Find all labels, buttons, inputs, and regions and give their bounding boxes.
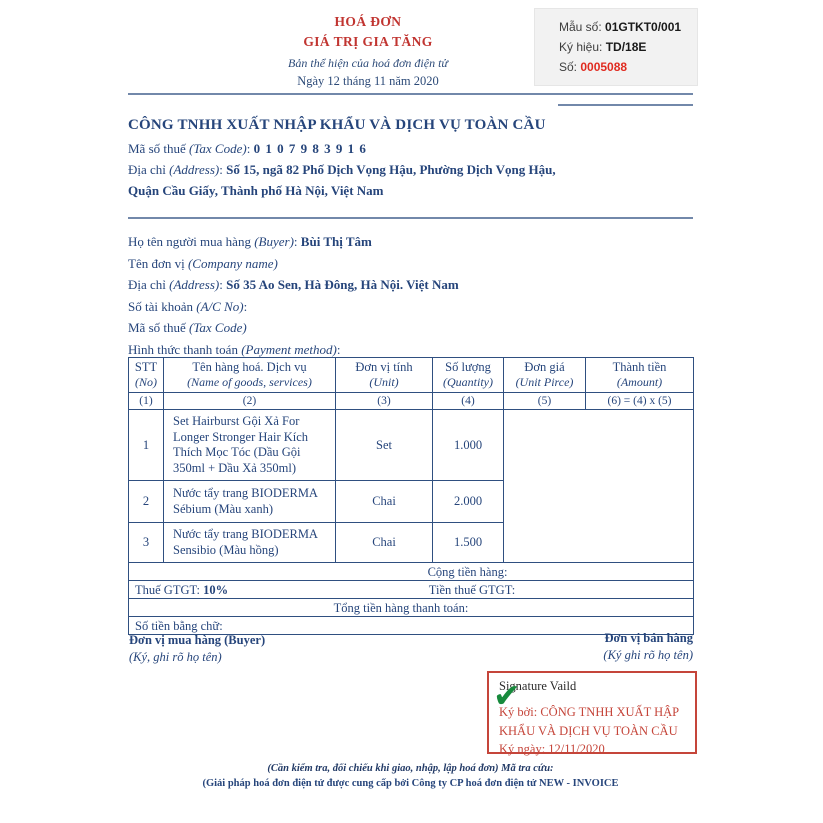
buyer-account-line	[128, 296, 693, 318]
item-qty: 1.000	[433, 410, 504, 481]
signature-valid-text: Signature Vaild	[499, 679, 577, 693]
code-4: (4)	[433, 393, 504, 410]
buyer-name-value: Bùi Thị Tâm	[300, 234, 372, 249]
buyer-signature-block	[129, 632, 265, 666]
item-unit: Chai	[336, 523, 433, 563]
grand-total-label: Tổng tiền hàng thanh toán:	[333, 600, 469, 615]
code-1: (1)	[129, 393, 164, 410]
buyer-account-colon: :	[243, 298, 248, 314]
digital-signature-stamp	[487, 671, 697, 754]
subtotal-row	[129, 563, 694, 581]
invoice-title-line1: HOÁ ĐƠN	[334, 14, 402, 29]
seller-address-label: Địa chỉ	[128, 162, 166, 177]
signed-by-line2: KHẨU VÀ DỊCH VỤ TOÀN CẦU	[499, 723, 678, 738]
seller-tax-line: Mã số thuế (Tax Code): 0 1 0 7 9 8 3 9 1 6	[128, 141, 367, 156]
seller-signature-block	[420, 630, 693, 664]
meta-number-label: Số:	[559, 60, 578, 74]
footer-check-note: (Cần kiểm tra, đối chiếu khi giao, nhập, lập hoá đơn) Mã tra cứu:	[267, 763, 554, 774]
col-header-name: Tên hàng hoá. Dịch vụ (Name of goods, services)	[164, 358, 336, 393]
col-header-amount: Thành tiền (Amount)	[586, 358, 694, 393]
signature-valid-check-icon: ✔	[493, 676, 521, 715]
vat-rate: Thuế GTGT: 10%	[135, 583, 229, 597]
code-3: (3)	[336, 393, 433, 410]
code-5: (5)	[504, 393, 586, 410]
item-name: Nước tẩy trang BIODERMA Sébium (Màu xanh)	[164, 481, 336, 523]
invoice-number: 0005088	[580, 60, 628, 74]
vat-amount-label: Tiền thuế GTGT:	[428, 582, 516, 597]
buyer-name-label: Họ tên người mua hàng	[128, 234, 251, 249]
electronic-invoice-note: Bản thể hiện của hoá đơn điện tử	[288, 56, 448, 70]
items-table	[128, 357, 694, 635]
buyer-company-label-en: (Company name)	[187, 255, 278, 271]
table-row	[129, 410, 694, 481]
signed-by-block	[499, 703, 679, 759]
item-no: 3	[129, 523, 164, 563]
invoice-title-line2: GIÁ TRỊ GIA TĂNG	[303, 34, 433, 49]
buyer-address-line: Địa chỉ (Address): Số 35 Ao Sen, Hà Đông, Hà Nội. Việt Nam	[128, 277, 459, 292]
meta-template-value: 01GTKT0/001	[605, 20, 682, 34]
table-header-row	[129, 358, 694, 393]
signed-by-line1: Ký bởi: CÔNG TNHH XUẤT HẬP	[499, 705, 680, 719]
item-unit: Set	[336, 410, 433, 481]
seller-company-name: CÔNG TNHH XUẤT NHẬP KHẨU VÀ DỊCH VỤ TOÀN CẦU	[128, 117, 546, 133]
buyer-company-label: Tên đơn vị	[128, 255, 185, 271]
seller-tax-label-en: (Tax Code)	[189, 141, 247, 156]
seller-tax-code: 0 1 0 7 9 8 3 9 1 6	[253, 141, 367, 156]
col-header-no: STT (No)	[129, 358, 164, 393]
vat-row	[129, 581, 694, 599]
column-code-row	[129, 393, 694, 410]
col-header-unit: Đơn vị tính (Unit)	[336, 358, 433, 393]
signed-date: Ký ngày: 12/11/2020	[499, 742, 605, 756]
code-6: (6) = (4) x (5)	[586, 393, 694, 410]
item-qty: 1.500	[433, 523, 504, 563]
meta-template-label: Mẫu số:	[559, 20, 602, 34]
buyer-payment-colon: :	[336, 341, 341, 357]
item-name: Nước tẩy trang BIODERMA Sensibio (Màu hồng)	[164, 523, 336, 563]
meta-serial-label: Ký hiệu:	[559, 40, 603, 54]
item-price-amount-empty	[504, 410, 694, 563]
meta-serial-row	[559, 37, 697, 57]
buyer-payment-label-en: (Payment method)	[241, 341, 337, 357]
seller-signature-title: Đơn vị bán hàng	[604, 631, 693, 645]
item-no: 2	[129, 481, 164, 523]
meta-number-row	[559, 57, 697, 77]
seller-address-value2: Quận Cầu Giấy, Thành phố Hà Nội, Việt Nam	[128, 183, 384, 198]
grand-total-row	[129, 599, 694, 617]
buyer-tax-label-en: (Tax Code)	[189, 320, 247, 335]
buyer-tax-line	[128, 317, 693, 339]
invoice-date: Ngày 12 tháng 11 năm 2020	[297, 74, 439, 88]
meta-template-row	[559, 17, 697, 37]
seller-section	[128, 114, 693, 201]
invoice-meta-box	[534, 8, 698, 86]
buyer-address-label-en: (Address)	[169, 277, 220, 292]
buyer-section	[128, 231, 693, 360]
amount-in-words-label: Số tiền bằng chữ:	[129, 617, 694, 635]
seller-address-value1: Số 15, ngã 82 Phố Dịch Vọng Hậu, Phường Dịch Vọng Hậu,	[226, 162, 556, 177]
code-2: (2)	[164, 393, 336, 410]
buyer-account-label: Số tài khoản	[128, 298, 193, 314]
item-unit: Chai	[336, 481, 433, 523]
seller-signature-note: (Ký ghi rõ họ tên)	[603, 648, 693, 662]
buyer-tax-label: Mã số thuế	[128, 320, 186, 335]
buyer-account-label-en: (A/C No)	[196, 298, 244, 314]
buyer-payment-label: Hình thức thanh toán	[128, 341, 238, 357]
buyer-name-label-en: (Buyer)	[254, 234, 294, 249]
footer-provider-note: (Giải pháp hoá đơn điện tử được cung cấp bởi Công ty CP hoá đơn điện tử NEW - INVOICE	[202, 778, 619, 789]
col-header-unit-price: Đơn giá (Unit Pirce)	[504, 358, 586, 393]
col-header-quantity: Số lượng (Quantity)	[433, 358, 504, 393]
seller-tax-label: Mã số thuế	[128, 141, 186, 156]
item-name: Set Hairburst Gội Xả For Longer Stronger Hair Kích Thích Mọc Tóc (Dầu Gội 350ml + Dầu Xả 350ml)	[164, 410, 336, 481]
seller-divider	[128, 217, 693, 219]
seller-address-line1: Địa chỉ (Address): Số 15, ngã 82 Phố Dịch Vọng Hậu, Phường Dịch Vọng Hậu,	[128, 162, 556, 177]
seller-address-label-en: (Address)	[169, 162, 220, 177]
subtotal-label: Cộng tiền hàng:	[427, 564, 508, 579]
buyer-address-value: Số 35 Ao Sen, Hà Đông, Hà Nội. Việt Nam	[226, 277, 459, 292]
meta-box-divider	[558, 104, 693, 106]
item-qty: 2.000	[433, 481, 504, 523]
item-no: 1	[129, 410, 164, 481]
buyer-signature-title: Đơn vị mua hàng (Buyer)	[129, 633, 266, 647]
header-divider	[128, 93, 693, 95]
buyer-name-line: Họ tên người mua hàng (Buyer): Bùi Thị Tâm	[128, 234, 372, 249]
meta-serial-value: TD/18E	[605, 40, 647, 54]
buyer-company-line	[128, 253, 693, 275]
footer	[128, 761, 693, 791]
buyer-signature-note: (Ký, ghi rõ họ tên)	[129, 650, 222, 664]
buyer-address-label: Địa chỉ	[128, 277, 166, 292]
